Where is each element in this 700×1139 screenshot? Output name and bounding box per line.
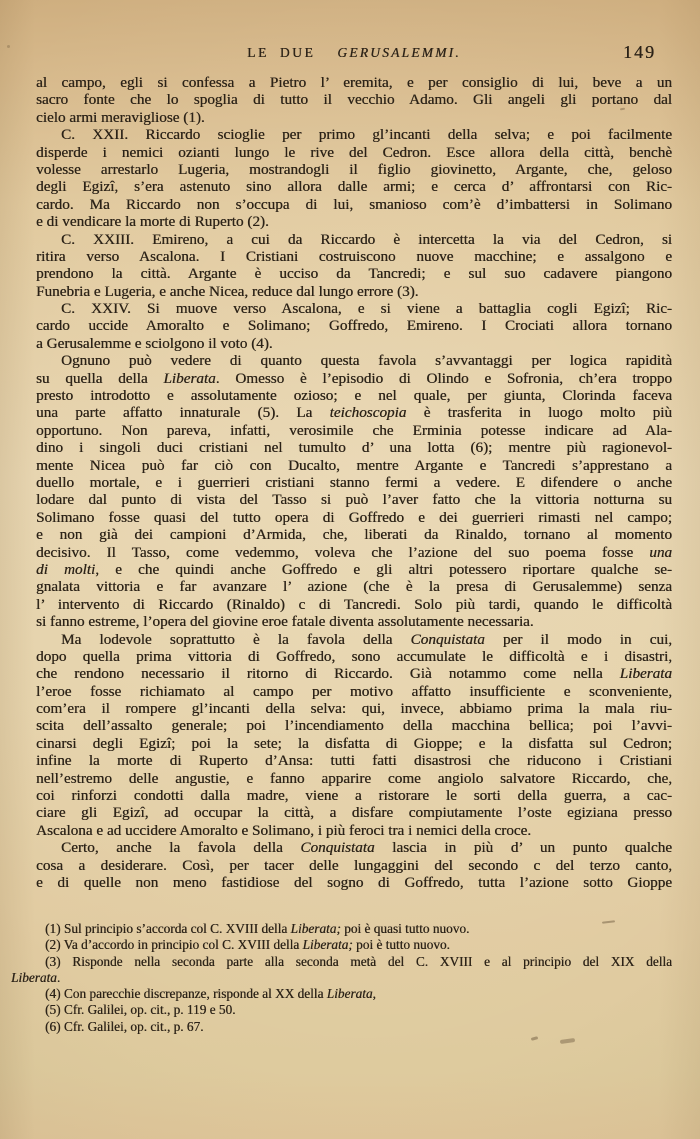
scan-artifact (7, 45, 10, 48)
plain-text: dino i singoli duci cristiani nel tumulto d’ una lotta (6); mentre più ragionevol- (36, 439, 672, 457)
plain-text: è trasferita in luogo molto più (406, 404, 672, 422)
text-line (36, 91, 672, 108)
text-line (36, 317, 672, 334)
plain-text: (6) Cfr. Galilei, op. cit., p. 67. (45, 1018, 204, 1034)
text-line (36, 283, 672, 300)
plain-text: degli Egizî, s’era astenuto sino allora dalle armi; e cerca d’ affrontarsi con Ric- (36, 178, 672, 196)
plain-text: . Omesso è l’episodio di Olindo e Sofronia, ch’era troppo (215, 369, 672, 387)
plain-text: cardo. Ma Riccardo non s’occupa di lui, smanioso com’è d’imbattersi in Solimano (36, 195, 672, 213)
plain-text: lascia in più d’ un punto qualche (374, 839, 672, 857)
plain-text: . (56, 969, 61, 985)
text-line (36, 404, 672, 421)
text-line (36, 770, 672, 787)
italic-text: Conquistata (410, 630, 485, 648)
italic-text: Liberata (326, 986, 373, 1002)
text-line (36, 857, 672, 874)
plain-text: poi è quasi tutto nuovo. (340, 921, 470, 936)
plain-text: volesse arrestarlo Lugeria, mostrandogli il figlio giovinetto, Argante, che, geloso (36, 160, 672, 178)
text-line (36, 822, 672, 839)
plain-text: Solimano fosse quasi del tutto opera di Goffredo e dei guerrieri rimasti nel campo; (36, 508, 672, 526)
plain-text: l’ intervento di Riccardo (Rinaldo) c di Tancredi. Solo più tardi, quando le difficoltà (36, 595, 672, 613)
text-line (36, 265, 672, 282)
text-line (36, 683, 672, 700)
plain-text: disperde i nemici ozianti lungo le rive del Cedron. Esce allora della città, benchè (36, 143, 672, 161)
plain-text: (5) Cfr. Galilei, op. cit., p. 119 e 50. (45, 1002, 236, 1018)
text-line (11, 1019, 672, 1035)
plain-text: prendono la città. Argante è ucciso da Tancredi; e sul suo cadavere piangono (36, 265, 672, 283)
text-line (36, 561, 672, 578)
text-line (36, 735, 672, 752)
plain-text: opportuno. Non pareva, infatti, verosimile che Erminia potesse indicare ad Ala- (36, 421, 672, 439)
text-line (36, 352, 672, 369)
text-line (36, 178, 672, 195)
plain-text: Ma lodevole soprattutto è la favola della (61, 630, 411, 648)
scan-artifact (560, 1038, 575, 1044)
plain-text: dopo quella prima vittoria di Goffredo, sono accumulate le difficoltà e i disastri, (36, 647, 672, 665)
text-line (36, 144, 672, 161)
text-line (36, 422, 672, 439)
text-line (11, 986, 672, 1002)
text-line (11, 1002, 672, 1018)
plain-text: scita dell’assalto generale; poi l’incendiamento della macchina bellica; poi l’avvi- (36, 717, 672, 735)
plain-text: ciare gli Egizî, ad occupar la città, a disfare compiutamente l’oste egiziana presso (36, 804, 672, 822)
running-header (36, 45, 672, 61)
text-line (36, 596, 672, 613)
plain-text: su quella della (36, 369, 164, 387)
plain-text: nell’estremo delle angustie, e fanno apparire come angiolo salvatore Riccardo, che, (36, 769, 672, 787)
text-line (36, 387, 672, 404)
plain-text: a Gerusalemme e sciolgono il voto (4). (36, 334, 273, 352)
plain-text: C. XXII. Riccardo scioglie per primo gl’incanti della selva; e poi facilmente (61, 126, 672, 144)
text-line (36, 213, 672, 230)
plain-text: presto introdotto e assolutamente ozioso; e nel quale, per giunta, Clorinda faceva (36, 387, 672, 405)
header-title-roman: LE DUE (247, 45, 316, 60)
text-line (36, 335, 672, 352)
plain-text: C. XXIII. Emireno, a cui da Riccardo è intercetta la via del Cedron, si (61, 230, 672, 248)
text-line (36, 370, 672, 387)
plain-text: poi è tutto nuovo. (352, 937, 450, 953)
plain-text: (4) Con parecchie discrepanze, risponde al XX della (45, 986, 327, 1002)
plain-text: cielo armi meravigliose (1). (36, 108, 205, 126)
plain-text: com’era il rompere gl’incanti della selva: qui, invece, abbiamo prima la mala riu- (36, 700, 672, 718)
plain-text: gnalata vittoria e far avanzare l’ azione (che è la presa di Gerusalemme) senza (36, 578, 672, 596)
text-line (36, 578, 672, 595)
text-line (36, 439, 672, 456)
text-line (36, 248, 672, 265)
text-line (36, 839, 672, 856)
plain-text: l’eroe fosse richiamato al campo per motivo affatto insufficiente e sconveniente, (36, 682, 672, 700)
text-line (36, 752, 672, 769)
text-line (36, 231, 672, 248)
scan-artifact (531, 1036, 539, 1041)
plain-text: cosa a desiderare. Così, per tacer delle lungaggini del secondo c del terzo canto, (36, 856, 672, 874)
plain-text: (2) Va d’accordo in principio col C. XVIII della (45, 937, 303, 953)
italic-text: Conquistata (300, 839, 375, 857)
plain-text: e di vendicare la morte di Ruperto (2). (36, 213, 269, 231)
plain-text: (3) Risponde nella seconda parte alla seconda metà del C. XVIII e al principio del XIX della (45, 953, 672, 969)
text-line (36, 457, 672, 474)
text-line (11, 937, 672, 953)
plain-text: Ognuno può vedere di quanto questa favola s’avvantaggi per logica rapidità (61, 352, 672, 370)
plain-text: al campo, egli si confessa a Pietro l’ eremita, e per consiglio di lui, beve a un (36, 74, 672, 91)
text-line (36, 491, 672, 508)
text-line (36, 631, 672, 648)
italic-text: una (649, 543, 672, 561)
italic-text: Liberata; (290, 921, 341, 936)
text-line (36, 544, 672, 561)
italic-text: Liberata; (302, 937, 353, 953)
text-line (36, 874, 672, 891)
text-line (36, 613, 672, 630)
plain-text: infine la morte di Ruperto d’Ansa: tutti fatti disastrosi che riducono i Cristiani (36, 752, 672, 770)
header-title-space (315, 45, 337, 60)
italic-text: Liberata (163, 369, 216, 387)
plain-text: , e che quindi anche Goffredo e gli altri potessero riportare qualche se- (95, 560, 672, 578)
plain-text: e di quelle non meno fastidiose del sogno di Goffredo, tutta l’azione sotto Gioppe (36, 873, 672, 891)
text-line (36, 717, 672, 734)
text-line (36, 787, 672, 804)
text-line (36, 474, 672, 491)
text-line (36, 665, 672, 682)
plain-text: Certo, anche la favola della (61, 839, 301, 857)
italic-text: di molti (36, 560, 96, 578)
text-line (36, 161, 672, 178)
plain-text: cinarsi degli Egizî; poi la sete; la disfatta di Gioppe; e la disfatta sul Cedron; (36, 734, 672, 752)
text-line (36, 109, 672, 126)
plain-text: una parte affatto innaturale (5). La (36, 404, 330, 422)
plain-text: ritira verso Ascalona. I Cristiani costruiscono nuove macchine; e assalgono e (36, 247, 672, 265)
plain-text: coi rinforzi condotti dalla madre, viene a ristorare le sorti della guerra, a cac- (36, 787, 672, 805)
plain-text: per il modo in cui, (484, 630, 672, 648)
plain-text: C. XXIV. Si muove verso Ascalona, e si viene a battaglia cogli Egizî; Ric- (61, 300, 672, 318)
header-title-italic: GERUSALEMMI. (337, 45, 461, 60)
plain-text: Funebria e Lugeria, e anche Nicea, reduce dal lungo errore (3). (36, 282, 419, 300)
text-line (36, 126, 672, 143)
plain-text: decisivo. Il Tasso, come vedemmo, voleva che l’azione del suo poema fosse (36, 543, 650, 561)
italic-text: Liberata (11, 969, 57, 985)
plain-text: Ascalona e ad uccidere Amoralto e Solimano, i più feroci tra i nemici della croce. (36, 821, 532, 839)
plain-text: (1) Sul principio s’accorda col C. XVIII della (45, 921, 291, 936)
text-line (36, 526, 672, 543)
plain-text: lodare dal punto di vista del Tasso si può l’aver fatto che la vittoria notturna su (36, 491, 672, 509)
plain-text: si fanno estreme, l’opera del giovine eroe fatale diventa assolutamente necessaria. (36, 613, 534, 631)
text-line (36, 804, 672, 821)
text-line (36, 74, 672, 91)
text-line (11, 954, 672, 970)
body-text (36, 74, 672, 891)
text-line (36, 300, 672, 317)
italic-text: teichoscopia (329, 404, 407, 422)
plain-text: , (372, 986, 376, 1002)
text-line (11, 970, 672, 986)
text-line (36, 648, 672, 665)
plain-text: sacro fonte che lo spoglia di tutto il vecchio Adamo. Gli angeli gli portano dal (36, 91, 672, 109)
plain-text: che rendono necessario il ritorno di Riccardo. Già notammo come nella (36, 665, 620, 683)
text-line (36, 700, 672, 717)
footnotes (11, 921, 672, 1035)
page-number: 149 (623, 42, 656, 62)
text-line (11, 921, 672, 937)
plain-text: e non già dei campioni d’Armida, che, liberati da Rinaldo, tornano al momento (36, 526, 672, 544)
text-line (36, 509, 672, 526)
text-line (36, 196, 672, 213)
plain-text: duello mortale, e i guerrieri cristiani stanno fermi a vedere. E difendere o anche (36, 473, 672, 491)
italic-text: Liberata (619, 665, 672, 683)
plain-text: cardo uccide Amoralto e Solimano; Goffredo, Emireno. I Crociati allora tornano (36, 317, 672, 335)
plain-text: mente Nicea può far ciò con Ducalto, mentre Argante e Tancredi s’apprestano a (36, 456, 672, 474)
